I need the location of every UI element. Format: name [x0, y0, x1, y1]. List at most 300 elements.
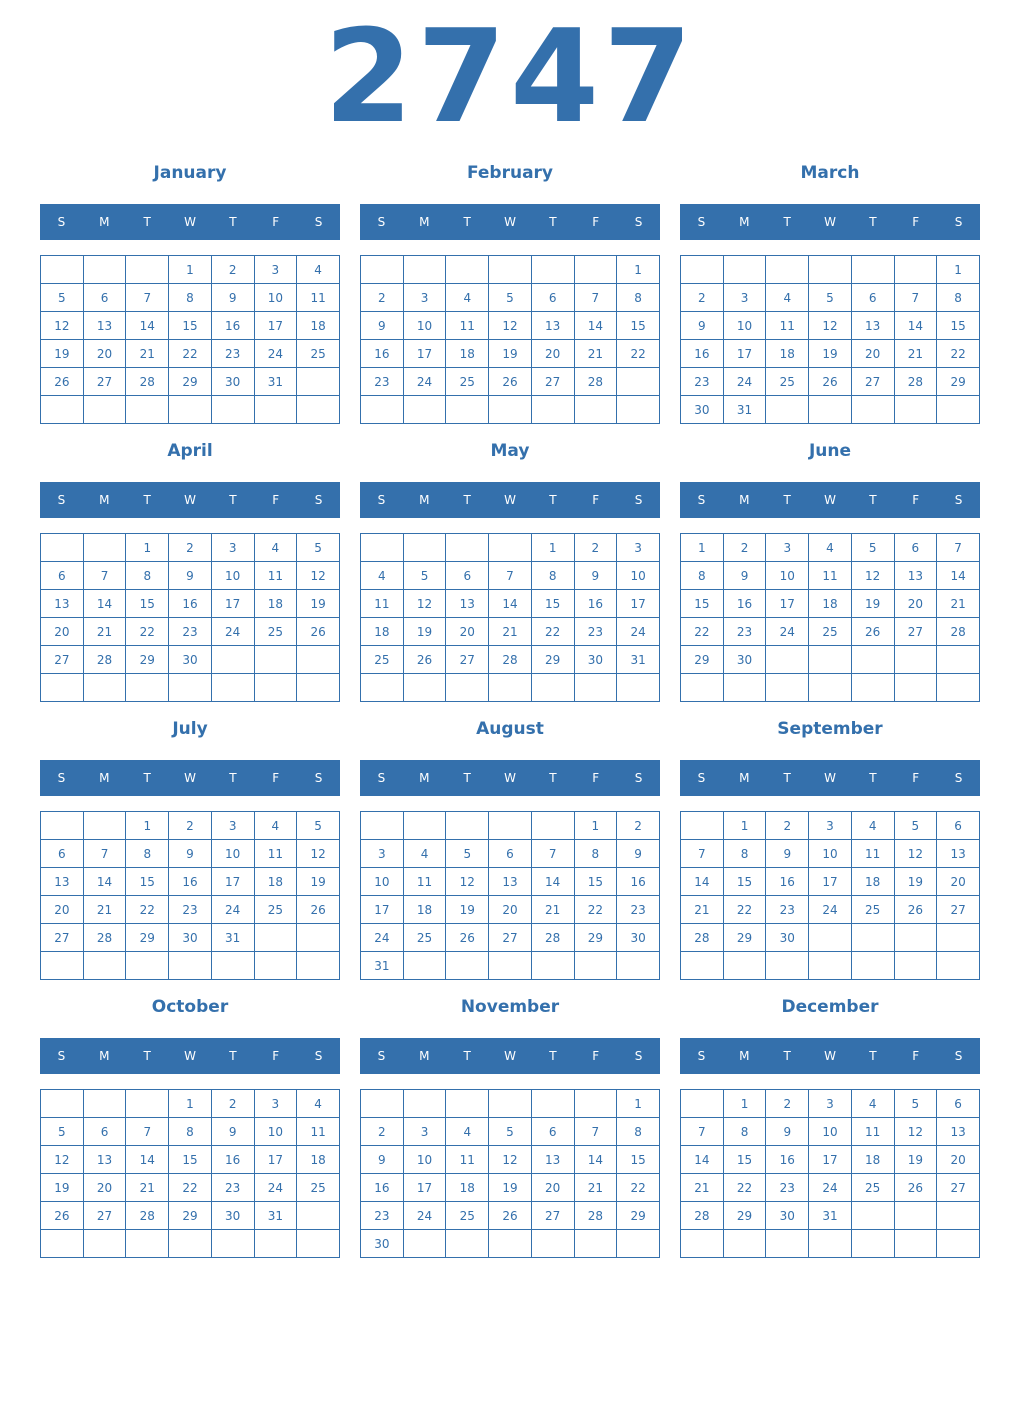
day-cell	[489, 534, 532, 562]
weekday-label: T	[143, 215, 151, 229]
month-title: June	[808, 441, 852, 461]
day-cell: 1	[723, 812, 766, 840]
day-cell: 10	[403, 1146, 446, 1174]
day-cell	[83, 812, 126, 840]
day-cell: 11	[766, 312, 809, 340]
day-cell: 12	[403, 590, 446, 618]
day-cell: 17	[211, 590, 254, 618]
day-cell	[937, 1202, 980, 1230]
day-cell: 3	[809, 1090, 852, 1118]
day-cell: 27	[83, 1202, 126, 1230]
day-cell: 31	[617, 646, 660, 674]
week-row	[361, 674, 660, 702]
day-cell: 2	[211, 1090, 254, 1118]
day-cell: 11	[297, 284, 340, 312]
day-cell: 7	[531, 840, 574, 868]
week-row	[361, 1118, 660, 1146]
weekday-label: M	[99, 1049, 110, 1063]
weekday-label: S	[634, 771, 643, 785]
weekday-label: T	[463, 771, 471, 785]
weekday-header	[360, 1038, 660, 1074]
month-title: August	[476, 719, 544, 739]
weekday-header	[680, 204, 980, 240]
day-cell	[361, 1090, 404, 1118]
day-cell: 10	[403, 312, 446, 340]
day-cell	[681, 812, 724, 840]
day-cell: 8	[169, 1118, 212, 1146]
day-cell	[297, 368, 340, 396]
day-cell: 31	[254, 368, 297, 396]
day-cell: 3	[361, 840, 404, 868]
day-cell: 13	[531, 312, 574, 340]
day-cell	[617, 674, 660, 702]
weekday-label: M	[419, 215, 430, 229]
day-cell	[361, 674, 404, 702]
weekday-label: W	[184, 493, 196, 507]
day-cell	[83, 1090, 126, 1118]
week-row	[681, 924, 980, 952]
day-cell: 6	[41, 562, 84, 590]
weekday-label: F	[272, 771, 280, 785]
week-row	[681, 646, 980, 674]
weekday-label: F	[272, 493, 280, 507]
weekday-header	[680, 482, 980, 518]
day-grid	[680, 533, 980, 702]
day-cell: 11	[446, 312, 489, 340]
weekday-label: T	[229, 215, 237, 229]
weekday-label: T	[869, 771, 877, 785]
day-cell: 19	[41, 1174, 84, 1202]
day-cell	[851, 1230, 894, 1258]
week-row	[681, 534, 980, 562]
day-cell: 27	[41, 924, 84, 952]
month-title: April	[167, 441, 213, 461]
day-cell: 16	[211, 1146, 254, 1174]
day-cell: 29	[169, 1202, 212, 1230]
day-cell: 8	[126, 562, 169, 590]
day-cell: 3	[766, 534, 809, 562]
day-cell: 4	[297, 1090, 340, 1118]
day-cell: 21	[574, 1174, 617, 1202]
weekday-label: F	[592, 771, 600, 785]
day-cell: 1	[126, 534, 169, 562]
day-cell	[489, 396, 532, 424]
day-cell: 30	[617, 924, 660, 952]
day-cell	[489, 952, 532, 980]
week-row	[681, 396, 980, 424]
weekday-header	[360, 204, 660, 240]
day-grid	[40, 255, 340, 424]
day-cell	[851, 952, 894, 980]
day-cell: 14	[681, 868, 724, 896]
day-cell: 18	[446, 340, 489, 368]
day-cell	[126, 396, 169, 424]
day-cell: 6	[894, 534, 937, 562]
day-cell: 20	[531, 1174, 574, 1202]
day-cell: 28	[937, 618, 980, 646]
day-cell: 12	[809, 312, 852, 340]
day-cell	[403, 534, 446, 562]
day-cell	[489, 1230, 532, 1258]
day-cell	[254, 1230, 297, 1258]
day-cell: 22	[723, 1174, 766, 1202]
day-cell: 27	[531, 1202, 574, 1230]
day-cell: 27	[531, 368, 574, 396]
day-cell: 26	[403, 646, 446, 674]
day-cell: 15	[937, 312, 980, 340]
day-cell: 24	[211, 618, 254, 646]
day-cell: 30	[361, 1230, 404, 1258]
day-cell: 3	[723, 284, 766, 312]
day-cell: 3	[403, 1118, 446, 1146]
weekday-label: W	[184, 215, 196, 229]
day-cell	[766, 396, 809, 424]
day-cell: 26	[894, 1174, 937, 1202]
weekday-header	[360, 482, 660, 518]
day-cell: 10	[617, 562, 660, 590]
day-cell: 2	[211, 256, 254, 284]
day-cell: 11	[851, 1118, 894, 1146]
day-grid	[680, 255, 980, 424]
day-cell: 5	[894, 1090, 937, 1118]
day-cell	[531, 812, 574, 840]
day-cell: 1	[169, 1090, 212, 1118]
week-row	[41, 562, 340, 590]
day-cell: 14	[83, 868, 126, 896]
day-cell	[723, 1230, 766, 1258]
day-cell: 21	[894, 340, 937, 368]
day-cell	[809, 646, 852, 674]
day-cell: 10	[254, 284, 297, 312]
week-row	[361, 396, 660, 424]
day-cell	[681, 952, 724, 980]
day-cell	[446, 1090, 489, 1118]
day-cell: 20	[83, 340, 126, 368]
week-row	[681, 562, 980, 590]
day-cell	[297, 674, 340, 702]
day-cell: 21	[83, 618, 126, 646]
week-row	[681, 840, 980, 868]
day-cell	[489, 1090, 532, 1118]
day-cell	[403, 952, 446, 980]
day-cell	[41, 534, 84, 562]
day-cell: 23	[681, 368, 724, 396]
day-cell	[531, 1230, 574, 1258]
day-cell: 6	[446, 562, 489, 590]
day-cell	[169, 952, 212, 980]
weekday-label: W	[184, 771, 196, 785]
day-cell	[531, 952, 574, 980]
day-cell: 16	[766, 868, 809, 896]
weekday-label: S	[954, 215, 963, 229]
week-row	[361, 924, 660, 952]
day-cell: 2	[169, 534, 212, 562]
day-cell: 6	[937, 1090, 980, 1118]
weekday-label: M	[739, 215, 750, 229]
day-cell	[297, 1230, 340, 1258]
weekday-label: T	[549, 771, 557, 785]
day-cell: 25	[297, 340, 340, 368]
day-cell: 21	[574, 340, 617, 368]
day-cell: 22	[681, 618, 724, 646]
day-cell: 19	[851, 590, 894, 618]
day-cell: 21	[681, 896, 724, 924]
week-row	[681, 590, 980, 618]
week-row	[361, 312, 660, 340]
day-cell: 19	[297, 868, 340, 896]
day-cell	[41, 1230, 84, 1258]
week-row	[41, 812, 340, 840]
day-cell: 30	[766, 924, 809, 952]
day-cell: 15	[169, 312, 212, 340]
day-cell: 14	[894, 312, 937, 340]
day-cell	[574, 1090, 617, 1118]
day-cell: 10	[766, 562, 809, 590]
day-cell: 15	[723, 1146, 766, 1174]
day-cell: 27	[489, 924, 532, 952]
day-cell: 18	[851, 868, 894, 896]
day-cell: 8	[531, 562, 574, 590]
day-cell	[531, 1090, 574, 1118]
day-cell	[446, 952, 489, 980]
weekday-label: S	[377, 215, 386, 229]
weekday-header	[680, 1038, 980, 1074]
day-cell	[41, 396, 84, 424]
day-cell	[297, 396, 340, 424]
day-cell: 2	[574, 534, 617, 562]
week-row	[361, 534, 660, 562]
day-cell: 14	[574, 1146, 617, 1174]
day-cell: 22	[617, 340, 660, 368]
week-row	[41, 534, 340, 562]
day-cell	[169, 1230, 212, 1258]
weekday-label: M	[99, 493, 110, 507]
day-cell	[937, 646, 980, 674]
day-cell	[254, 396, 297, 424]
week-row	[361, 1146, 660, 1174]
day-cell: 5	[41, 1118, 84, 1146]
day-grid	[360, 255, 660, 424]
day-cell: 22	[531, 618, 574, 646]
day-cell: 12	[446, 868, 489, 896]
day-cell: 9	[723, 562, 766, 590]
day-cell	[41, 1090, 84, 1118]
week-row	[41, 1230, 340, 1258]
week-row	[361, 590, 660, 618]
week-row	[41, 952, 340, 980]
weekday-label: S	[954, 1049, 963, 1063]
weekday-label: M	[739, 1049, 750, 1063]
day-cell: 15	[574, 868, 617, 896]
weekday-label: W	[504, 215, 516, 229]
day-cell: 18	[446, 1174, 489, 1202]
day-cell: 30	[766, 1202, 809, 1230]
weekday-label: S	[634, 493, 643, 507]
day-cell	[83, 256, 126, 284]
week-row	[41, 590, 340, 618]
day-cell: 19	[894, 868, 937, 896]
day-cell: 4	[809, 534, 852, 562]
day-cell: 23	[574, 618, 617, 646]
weekday-label: F	[272, 1049, 280, 1063]
day-cell	[297, 1202, 340, 1230]
day-cell: 2	[723, 534, 766, 562]
day-cell: 22	[574, 896, 617, 924]
month-title: September	[777, 719, 883, 739]
weekday-label: S	[697, 1049, 706, 1063]
day-cell: 23	[169, 618, 212, 646]
day-cell: 24	[254, 1174, 297, 1202]
day-cell: 20	[531, 340, 574, 368]
day-cell: 21	[937, 590, 980, 618]
weekday-label: T	[143, 1049, 151, 1063]
day-cell	[681, 256, 724, 284]
weekday-label: S	[954, 493, 963, 507]
day-cell: 13	[894, 562, 937, 590]
week-row	[41, 396, 340, 424]
weekday-label: T	[463, 215, 471, 229]
week-row	[361, 812, 660, 840]
day-cell	[723, 256, 766, 284]
day-cell: 26	[41, 368, 84, 396]
day-cell: 27	[83, 368, 126, 396]
weekday-label: F	[592, 1049, 600, 1063]
day-cell: 22	[617, 1174, 660, 1202]
day-cell	[211, 396, 254, 424]
day-cell: 3	[254, 256, 297, 284]
day-cell: 30	[723, 646, 766, 674]
day-cell: 17	[403, 340, 446, 368]
day-cell: 17	[211, 868, 254, 896]
day-cell: 2	[681, 284, 724, 312]
weekday-label: S	[57, 215, 66, 229]
day-cell	[41, 952, 84, 980]
day-cell	[361, 812, 404, 840]
day-cell: 9	[211, 284, 254, 312]
day-cell: 14	[681, 1146, 724, 1174]
day-cell: 26	[489, 1202, 532, 1230]
day-cell	[937, 952, 980, 980]
day-cell	[83, 534, 126, 562]
day-cell: 19	[403, 618, 446, 646]
day-cell	[297, 646, 340, 674]
day-cell	[574, 674, 617, 702]
weekday-label: T	[869, 215, 877, 229]
weekday-label: W	[824, 1049, 836, 1063]
weekday-label: S	[697, 215, 706, 229]
weekday-label: M	[739, 493, 750, 507]
day-cell: 4	[446, 1118, 489, 1146]
day-cell: 28	[489, 646, 532, 674]
day-cell	[254, 924, 297, 952]
day-cell: 10	[211, 562, 254, 590]
weekday-label: W	[504, 1049, 516, 1063]
week-row	[41, 896, 340, 924]
day-cell	[126, 1230, 169, 1258]
day-cell: 21	[681, 1174, 724, 1202]
day-cell	[937, 1230, 980, 1258]
day-cell	[894, 674, 937, 702]
weekday-label: S	[377, 1049, 386, 1063]
day-cell	[851, 396, 894, 424]
day-cell: 16	[617, 868, 660, 896]
day-cell: 30	[681, 396, 724, 424]
day-cell: 20	[937, 868, 980, 896]
day-cell	[681, 1230, 724, 1258]
day-cell: 23	[766, 1174, 809, 1202]
day-cell: 8	[617, 1118, 660, 1146]
day-cell	[126, 1090, 169, 1118]
weekday-label: M	[739, 771, 750, 785]
week-row	[41, 674, 340, 702]
day-cell: 9	[617, 840, 660, 868]
day-cell: 3	[211, 812, 254, 840]
day-cell	[83, 674, 126, 702]
day-cell: 1	[617, 1090, 660, 1118]
day-cell: 11	[361, 590, 404, 618]
week-row	[41, 868, 340, 896]
day-cell: 28	[681, 1202, 724, 1230]
day-cell: 10	[809, 840, 852, 868]
day-cell: 14	[83, 590, 126, 618]
week-row	[681, 1146, 980, 1174]
day-cell: 11	[851, 840, 894, 868]
day-cell: 16	[169, 868, 212, 896]
weekday-label: F	[912, 771, 920, 785]
day-cell: 30	[211, 1202, 254, 1230]
day-cell: 17	[766, 590, 809, 618]
day-cell: 2	[361, 1118, 404, 1146]
day-cell: 24	[766, 618, 809, 646]
day-cell	[937, 396, 980, 424]
day-cell: 24	[617, 618, 660, 646]
day-cell: 20	[41, 896, 84, 924]
day-cell: 19	[446, 896, 489, 924]
day-cell: 12	[297, 840, 340, 868]
day-cell	[41, 256, 84, 284]
weekday-header	[40, 760, 340, 796]
day-cell	[126, 256, 169, 284]
day-cell: 31	[254, 1202, 297, 1230]
week-row	[681, 256, 980, 284]
day-cell	[361, 256, 404, 284]
day-grid	[680, 1089, 980, 1258]
day-cell: 3	[403, 284, 446, 312]
day-cell: 24	[361, 924, 404, 952]
weekday-label: F	[912, 215, 920, 229]
day-cell: 18	[851, 1146, 894, 1174]
week-row	[361, 646, 660, 674]
day-cell: 24	[723, 368, 766, 396]
day-cell: 20	[41, 618, 84, 646]
day-cell: 17	[361, 896, 404, 924]
day-cell: 29	[681, 646, 724, 674]
day-cell	[489, 812, 532, 840]
day-cell: 15	[531, 590, 574, 618]
day-cell: 7	[574, 1118, 617, 1146]
day-cell: 29	[531, 646, 574, 674]
weekday-label: S	[377, 771, 386, 785]
day-cell	[851, 256, 894, 284]
day-cell	[617, 1230, 660, 1258]
week-row	[361, 562, 660, 590]
day-cell: 2	[361, 284, 404, 312]
day-cell: 9	[574, 562, 617, 590]
day-cell: 25	[361, 646, 404, 674]
day-cell: 11	[254, 562, 297, 590]
week-row	[681, 1118, 980, 1146]
weekday-header	[360, 760, 660, 796]
